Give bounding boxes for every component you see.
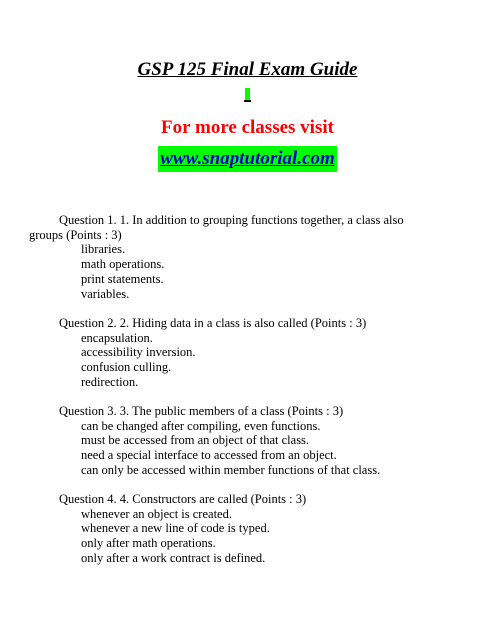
question-text: Question 3. 3. The public members of a class (Points : 3) [59,403,344,418]
answer-option: variables. [81,286,130,301]
question-item [59,316,439,390]
answer-option: confusion culling. [81,359,172,374]
answer-option: libraries. [81,242,126,257]
question-text: Question 4. 4. Constructors are called (Points : 3) [59,492,307,507]
answer-option: must be accessed from an object of that class. [81,433,310,448]
marker-underline [244,100,251,102]
answer-option: redirection. [81,374,139,389]
question-text: Question 2. 2. Hiding data in a class is also called (Points : 3) [59,315,367,330]
question-text: Question 1. 1. In addition to grouping functions together, a class also groups (Points : 3) [29,213,404,242]
link-container [0,146,495,172]
answer-option: only after a work contract is defined. [81,550,266,565]
question-item [29,213,439,301]
answer-option: whenever an object is created. [81,506,232,521]
question-list [29,213,439,580]
question-item [59,492,439,566]
subtitle: For more classes visit [161,117,334,138]
answer-option: math operations. [81,257,165,272]
answer-option: can only be accessed within member functions of that class. [81,462,381,477]
answer-option: only after math operations. [81,536,216,551]
page-title: GSP 125 Final Exam Guide [137,59,358,80]
question-item [59,404,439,478]
answer-option: print statements. [81,271,164,286]
website-link[interactable]: www.snaptutorial.com [158,146,337,172]
answer-option: encapsulation. [81,330,153,345]
answer-option: need a special interface to accessed from an object. [81,448,337,463]
answer-option: whenever a new line of code is typed. [81,521,270,536]
answer-option: accessibility inversion. [81,345,196,360]
answer-option: can be changed after compiling, even functions. [81,418,321,433]
